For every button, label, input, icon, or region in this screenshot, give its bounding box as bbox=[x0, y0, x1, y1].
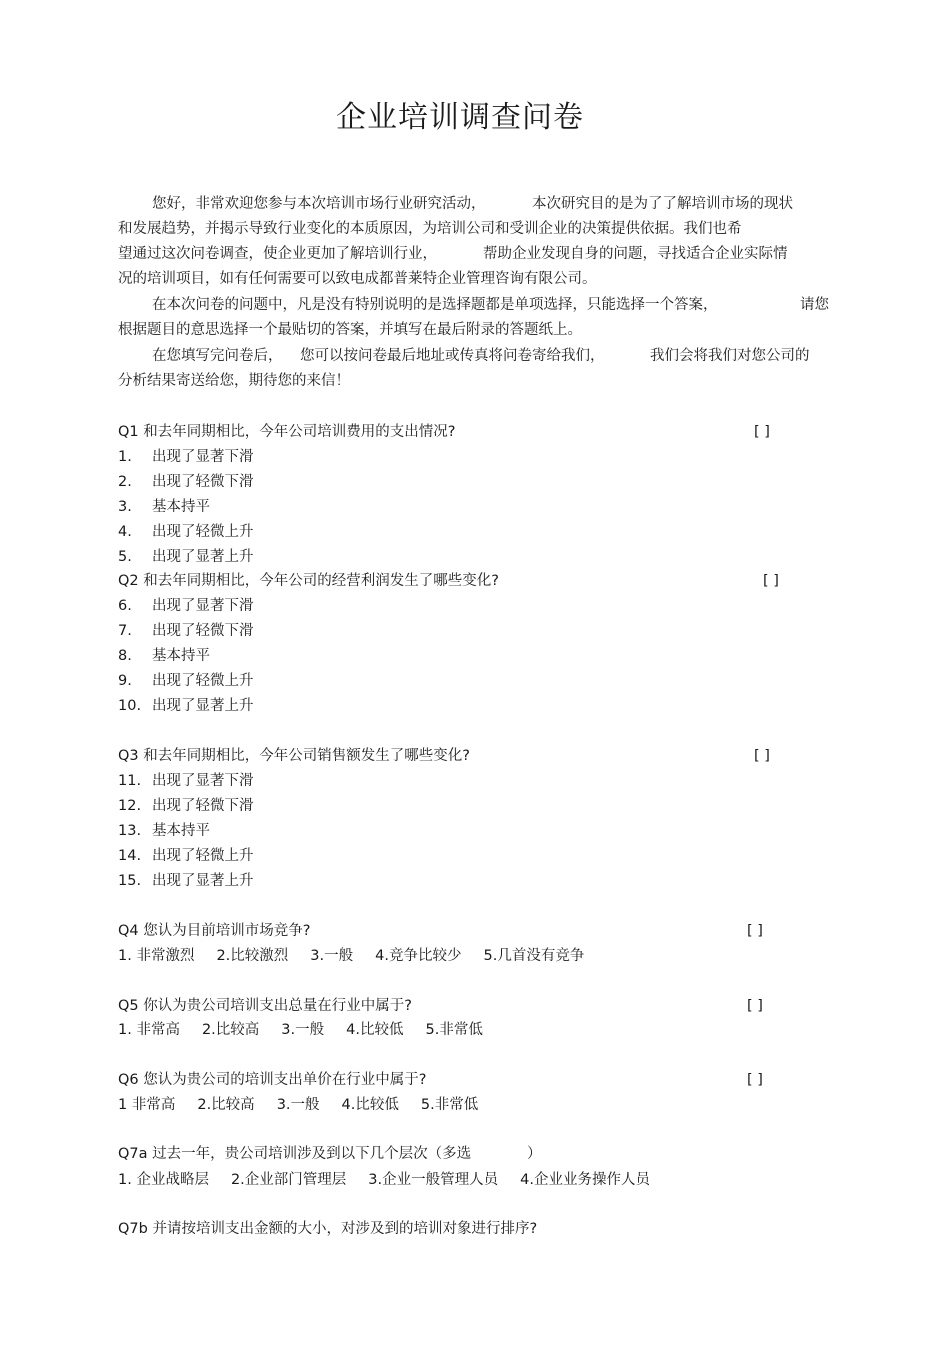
option-label: 4.比较低 bbox=[341, 1097, 399, 1113]
question-q3: Q3 和去年同期相比，今年公司销售额发生了哪些变化? bbox=[118, 748, 470, 764]
option-number: 6. bbox=[118, 598, 132, 614]
intro-line: 和发展趋势，并揭示导致行业变化的本质原因，为培训公司和受训企业的决策提供依据。我们也希 bbox=[118, 221, 742, 237]
option-label: 基本持平 bbox=[152, 499, 210, 515]
page-title: 企业培训调查问卷 bbox=[336, 100, 584, 135]
option-row-q7a bbox=[118, 1171, 650, 1189]
option-label: 出现了显著上升 bbox=[152, 698, 254, 714]
question-q7a-close: ） bbox=[527, 1146, 542, 1162]
option-number: 15. bbox=[118, 873, 142, 889]
intro-line: 请您 bbox=[800, 297, 829, 313]
answer-bracket-q3[interactable]: [ ] bbox=[754, 748, 770, 764]
option-number: 12. bbox=[118, 798, 142, 814]
answer-bracket-q2[interactable]: [ ] bbox=[763, 573, 779, 589]
option-number: 5. bbox=[118, 549, 132, 565]
option-label: 4.比较低 bbox=[346, 1022, 404, 1038]
option-label: 出现了显著下滑 bbox=[152, 449, 254, 465]
option-label: 出现了显著下滑 bbox=[152, 598, 254, 614]
option-number: 8. bbox=[118, 648, 132, 664]
option-label: 5.几首没有竞争 bbox=[483, 948, 585, 964]
option-label: 4.竞争比较少 bbox=[375, 948, 462, 964]
option-label: 基本持平 bbox=[152, 823, 210, 839]
intro-line: 帮助企业发现自身的问题，寻找适合企业实际情 bbox=[483, 246, 788, 262]
answer-bracket-q4[interactable]: [ ] bbox=[747, 923, 763, 939]
option-label: 1. 企业战略层 bbox=[118, 1172, 209, 1188]
question-q7a: Q7a 过去一年，贵公司培训涉及到以下几个层次（多选 bbox=[118, 1146, 472, 1162]
option-label: 1. 非常高 bbox=[118, 1022, 180, 1038]
option-label: 3.一般 bbox=[310, 948, 354, 964]
intro-line: 本次研究目的是为了了解培训市场的现状 bbox=[532, 196, 793, 212]
option-row-q5 bbox=[118, 1021, 483, 1039]
option-label: 3.一般 bbox=[276, 1097, 320, 1113]
option-label: 出现了轻微上升 bbox=[152, 848, 254, 864]
intro-line: 您好，非常欢迎您参与本次培训市场行业研究活动， bbox=[152, 196, 486, 212]
option-label: 1 非常高 bbox=[118, 1097, 176, 1113]
option-number: 3. bbox=[118, 499, 132, 515]
option-label: 5.非常低 bbox=[425, 1022, 483, 1038]
option-label: 2.比较高 bbox=[201, 1022, 260, 1038]
option-number: 7. bbox=[118, 623, 132, 639]
option-label: 出现了轻微下滑 bbox=[152, 623, 254, 639]
option-label: 出现了显著下滑 bbox=[152, 773, 254, 789]
option-number: 2. bbox=[118, 474, 132, 490]
option-row-q6 bbox=[118, 1096, 478, 1114]
option-label: 1. 非常激烈 bbox=[118, 948, 195, 964]
answer-bracket-q6[interactable]: [ ] bbox=[747, 1072, 763, 1088]
question-q1: Q1 和去年同期相比，今年公司培训费用的支出情况? bbox=[118, 424, 456, 440]
intro-line: 我们会将我们对您公司的 bbox=[650, 348, 810, 364]
intro-line: 在本次问卷的问题中，凡是没有特别说明的是选择题都是单项选择，只能选择一个答案， bbox=[152, 297, 718, 313]
intro-line: 根据题目的意思选择一个最贴切的答案，并填写在最后附录的答题纸上。 bbox=[118, 322, 582, 338]
intro-line: 望通过这次问卷调查，使企业更加了解培训行业， bbox=[118, 246, 437, 262]
option-label: 3.企业一般管理人员 bbox=[368, 1172, 499, 1188]
option-number: 11. bbox=[118, 773, 142, 789]
question-q2: Q2 和去年同期相比，今年公司的经营利润发生了哪些变化? bbox=[118, 573, 499, 589]
intro-line: 在您填写完问卷后， bbox=[152, 348, 283, 364]
option-number: 9. bbox=[118, 673, 132, 689]
option-label: 2.企业部门管理层 bbox=[230, 1172, 347, 1188]
option-number: 10. bbox=[118, 698, 142, 714]
option-label: 2.比较高 bbox=[197, 1097, 255, 1113]
intro-line: 况的培训项目，如有任何需要可以致电成都普莱特企业管理咨询有限公司。 bbox=[118, 271, 597, 287]
intro-line: 您可以按问卷最后地址或传真将问卷寄给我们， bbox=[300, 348, 605, 364]
option-row-q4 bbox=[118, 947, 584, 965]
option-label: 出现了显著上升 bbox=[152, 873, 254, 889]
question-q7b: Q7b 并请按培训支出金额的大小，对涉及到的培训对象进行排序? bbox=[118, 1221, 538, 1237]
question-q6: Q6 您认为贵公司的培训支出单价在行业中属于? bbox=[118, 1072, 427, 1088]
option-label: 3.一般 bbox=[281, 1022, 325, 1038]
option-number: 13. bbox=[118, 823, 142, 839]
option-number: 1. bbox=[118, 449, 132, 465]
option-number: 14. bbox=[118, 848, 142, 864]
option-label: 出现了轻微上升 bbox=[152, 673, 254, 689]
option-label: 出现了轻微上升 bbox=[152, 524, 254, 540]
question-q5: Q5 你认为贵公司培训支出总量在行业中属于? bbox=[118, 998, 412, 1014]
option-label: 2.比较激烈 bbox=[216, 948, 289, 964]
option-label: 出现了轻微下滑 bbox=[152, 798, 254, 814]
answer-bracket-q5[interactable]: [ ] bbox=[747, 998, 763, 1014]
option-label: 出现了显著上升 bbox=[152, 549, 254, 565]
option-label: 5.非常低 bbox=[420, 1097, 479, 1113]
question-q4: Q4 您认为目前培训市场竞争? bbox=[118, 923, 311, 939]
option-number: 4. bbox=[118, 524, 132, 540]
option-label: 4.企业业务操作人员 bbox=[520, 1172, 650, 1188]
answer-bracket-q1[interactable]: [ ] bbox=[754, 424, 770, 440]
option-label: 基本持平 bbox=[152, 648, 210, 664]
option-label: 出现了轻微下滑 bbox=[152, 474, 254, 490]
intro-line: 分析结果寄送给您，期待您的来信！ bbox=[118, 373, 350, 389]
